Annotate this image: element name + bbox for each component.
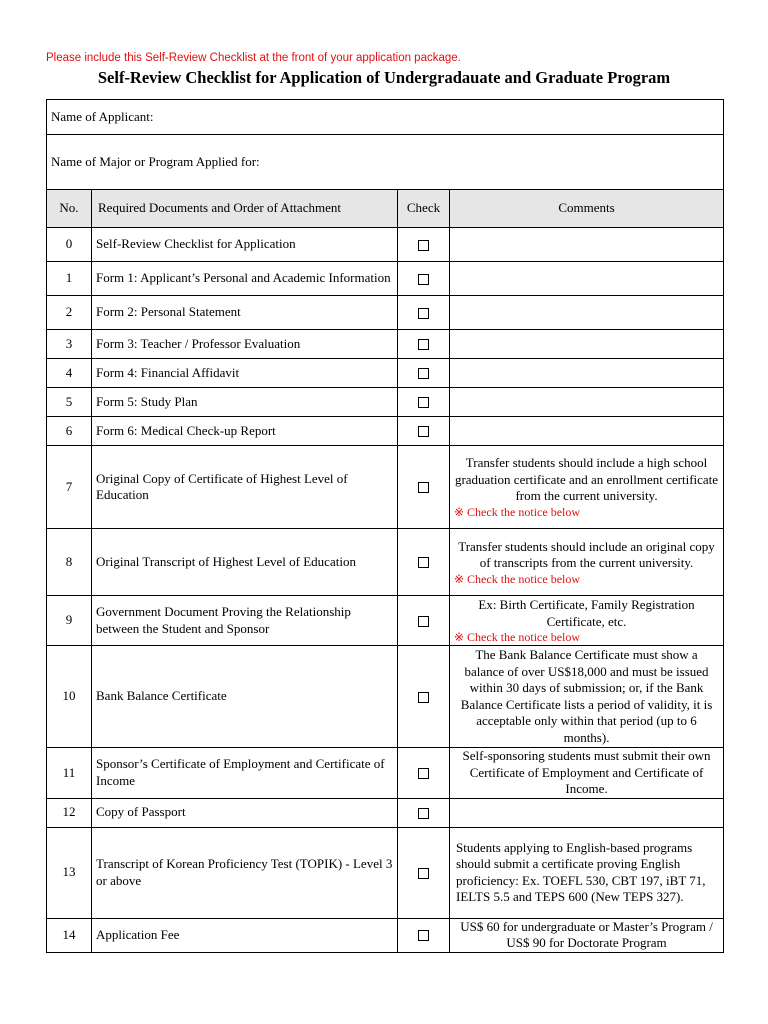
check-cell <box>398 417 450 446</box>
row-number: 10 <box>47 646 92 748</box>
checkbox[interactable] <box>418 397 429 408</box>
checkbox[interactable] <box>418 808 429 819</box>
applicant-row <box>47 100 724 135</box>
checkbox[interactable] <box>418 692 429 703</box>
comment-text: Transfer students should include a high school graduation certificate and an enrollment certificate from the current university. <box>454 455 719 504</box>
required-document: Self-Review Checklist for Application <box>92 228 398 262</box>
row-number: 0 <box>47 228 92 262</box>
checkbox[interactable] <box>418 308 429 319</box>
table-row <box>47 228 724 262</box>
table-row <box>47 446 724 529</box>
check-cell <box>398 827 450 918</box>
checkbox[interactable] <box>418 274 429 285</box>
comment-cell <box>450 798 724 827</box>
checkbox[interactable] <box>418 482 429 493</box>
checkbox[interactable] <box>418 557 429 568</box>
major-label: Name of Major or Program Applied for: <box>47 135 724 190</box>
header-comments: Comments <box>450 190 724 228</box>
checkbox[interactable] <box>418 616 429 627</box>
comment-cell <box>450 262 724 296</box>
required-document: Form 2: Personal Statement <box>92 296 398 330</box>
check-cell <box>398 529 450 596</box>
checkbox[interactable] <box>418 368 429 379</box>
comment-cell <box>450 918 724 952</box>
comment-text: Transfer students should include an original copy of transcripts from the current university. <box>458 538 715 570</box>
check-cell <box>398 330 450 359</box>
comment-cell <box>450 388 724 417</box>
comment-text: Ex: Birth Certificate, Family Registration Certificate, etc. <box>478 597 695 629</box>
checkbox[interactable] <box>418 240 429 251</box>
header-documents: Required Documents and Order of Attachment <box>92 190 398 228</box>
required-document: Application Fee <box>92 918 398 952</box>
row-number: 13 <box>47 827 92 918</box>
comment-cell <box>450 646 724 748</box>
page-title: Self-Review Checklist for Application of Undergradauate and Graduate Program <box>97 68 671 87</box>
check-cell <box>398 296 450 330</box>
comment-cell <box>450 446 724 529</box>
required-document: Form 5: Study Plan <box>92 388 398 417</box>
required-document: Form 6: Medical Check-up Report <box>92 417 398 446</box>
table-row <box>47 827 724 918</box>
required-document: Form 3: Teacher / Professor Evaluation <box>92 330 398 359</box>
comment-cell <box>450 827 724 918</box>
row-number: 14 <box>47 918 92 952</box>
comment-text: Students applying to English-based programs should submit a certificate proving English proficiency: Ex. TOEFL 530, CBT 197, iBT 71, IELTS 5.5 and TEPS 600 (New TEPS 327). <box>456 839 706 904</box>
row-number: 1 <box>47 262 92 296</box>
check-cell <box>398 446 450 529</box>
comment-text: The Bank Balance Certificate must show a balance of over US$18,000 and must be issued within 30 days of submission; or, if the Bank Balance Certificate lists a period of validity, it is acceptable only within that period (up to 6 months). <box>460 647 713 745</box>
table-row <box>47 918 724 952</box>
row-number: 5 <box>47 388 92 417</box>
notice-reference: ※ Check the notice below <box>454 571 581 586</box>
comment-cell <box>450 748 724 799</box>
comment-cell <box>450 296 724 330</box>
header-no: No. <box>47 190 92 228</box>
check-cell <box>398 918 450 952</box>
check-cell <box>398 646 450 748</box>
required-document: Original Copy of Certificate of Highest Level of Education <box>92 446 398 529</box>
comment-cell <box>450 529 724 596</box>
row-number: 7 <box>47 446 92 529</box>
checkbox[interactable] <box>418 768 429 779</box>
checkbox[interactable] <box>418 339 429 350</box>
table-row <box>47 388 724 417</box>
check-cell <box>398 748 450 799</box>
comment-cell <box>450 330 724 359</box>
table-row <box>47 798 724 827</box>
table-row <box>47 359 724 388</box>
comment-cell <box>450 359 724 388</box>
check-cell <box>398 388 450 417</box>
required-document: Government Document Proving the Relationship between the Student and Sponsor <box>92 596 398 646</box>
required-document: Bank Balance Certificate <box>92 646 398 748</box>
row-number: 3 <box>47 330 92 359</box>
table-row <box>47 646 724 748</box>
header-row <box>47 190 724 228</box>
check-cell <box>398 262 450 296</box>
check-cell <box>398 596 450 646</box>
check-cell <box>398 359 450 388</box>
comment-cell <box>450 417 724 446</box>
checkbox[interactable] <box>418 868 429 879</box>
applicant-label: Name of Applicant: <box>47 100 724 135</box>
comment-cell <box>450 228 724 262</box>
header-check: Check <box>398 190 450 228</box>
comment-cell <box>450 596 724 646</box>
major-row <box>47 135 724 190</box>
table-row <box>47 330 724 359</box>
check-cell <box>398 798 450 827</box>
row-number: 8 <box>47 529 92 596</box>
table-row <box>47 596 724 646</box>
required-document: Form 1: Applicant’s Personal and Academic Information <box>92 262 398 296</box>
checkbox[interactable] <box>418 426 429 437</box>
row-number: 4 <box>47 359 92 388</box>
notice-reference: ※ Check the notice below <box>454 504 581 519</box>
table-row <box>47 417 724 446</box>
row-number: 2 <box>47 296 92 330</box>
table-row <box>47 748 724 799</box>
row-number: 9 <box>47 596 92 646</box>
required-document: Sponsor’s Certificate of Employment and Certificate of Income <box>92 748 398 799</box>
table-row <box>47 262 724 296</box>
front-notice: Please include this Self-Review Checklist at the front of your application package. <box>46 52 461 64</box>
comment-text: US$ 60 for undergraduate or Master’s Program / US$ 90 for Doctorate Program <box>460 918 713 950</box>
table-row <box>47 529 724 596</box>
checkbox[interactable] <box>418 930 429 941</box>
check-cell <box>398 228 450 262</box>
checklist-table <box>46 99 724 953</box>
row-number: 6 <box>47 417 92 446</box>
required-document: Transcript of Korean Proficiency Test (TOPIK) - Level 3 or above <box>92 827 398 918</box>
comment-text: Self-sponsoring students must submit their own Certificate of Employment and Certificate of Income. <box>462 748 711 796</box>
required-document: Copy of Passport <box>92 798 398 827</box>
required-document: Form 4: Financial Affidavit <box>92 359 398 388</box>
row-number: 11 <box>47 748 92 799</box>
notice-reference: ※ Check the notice below <box>454 630 581 644</box>
table-row <box>47 296 724 330</box>
required-document: Original Transcript of Highest Level of Education <box>92 529 398 596</box>
row-number: 12 <box>47 798 92 827</box>
